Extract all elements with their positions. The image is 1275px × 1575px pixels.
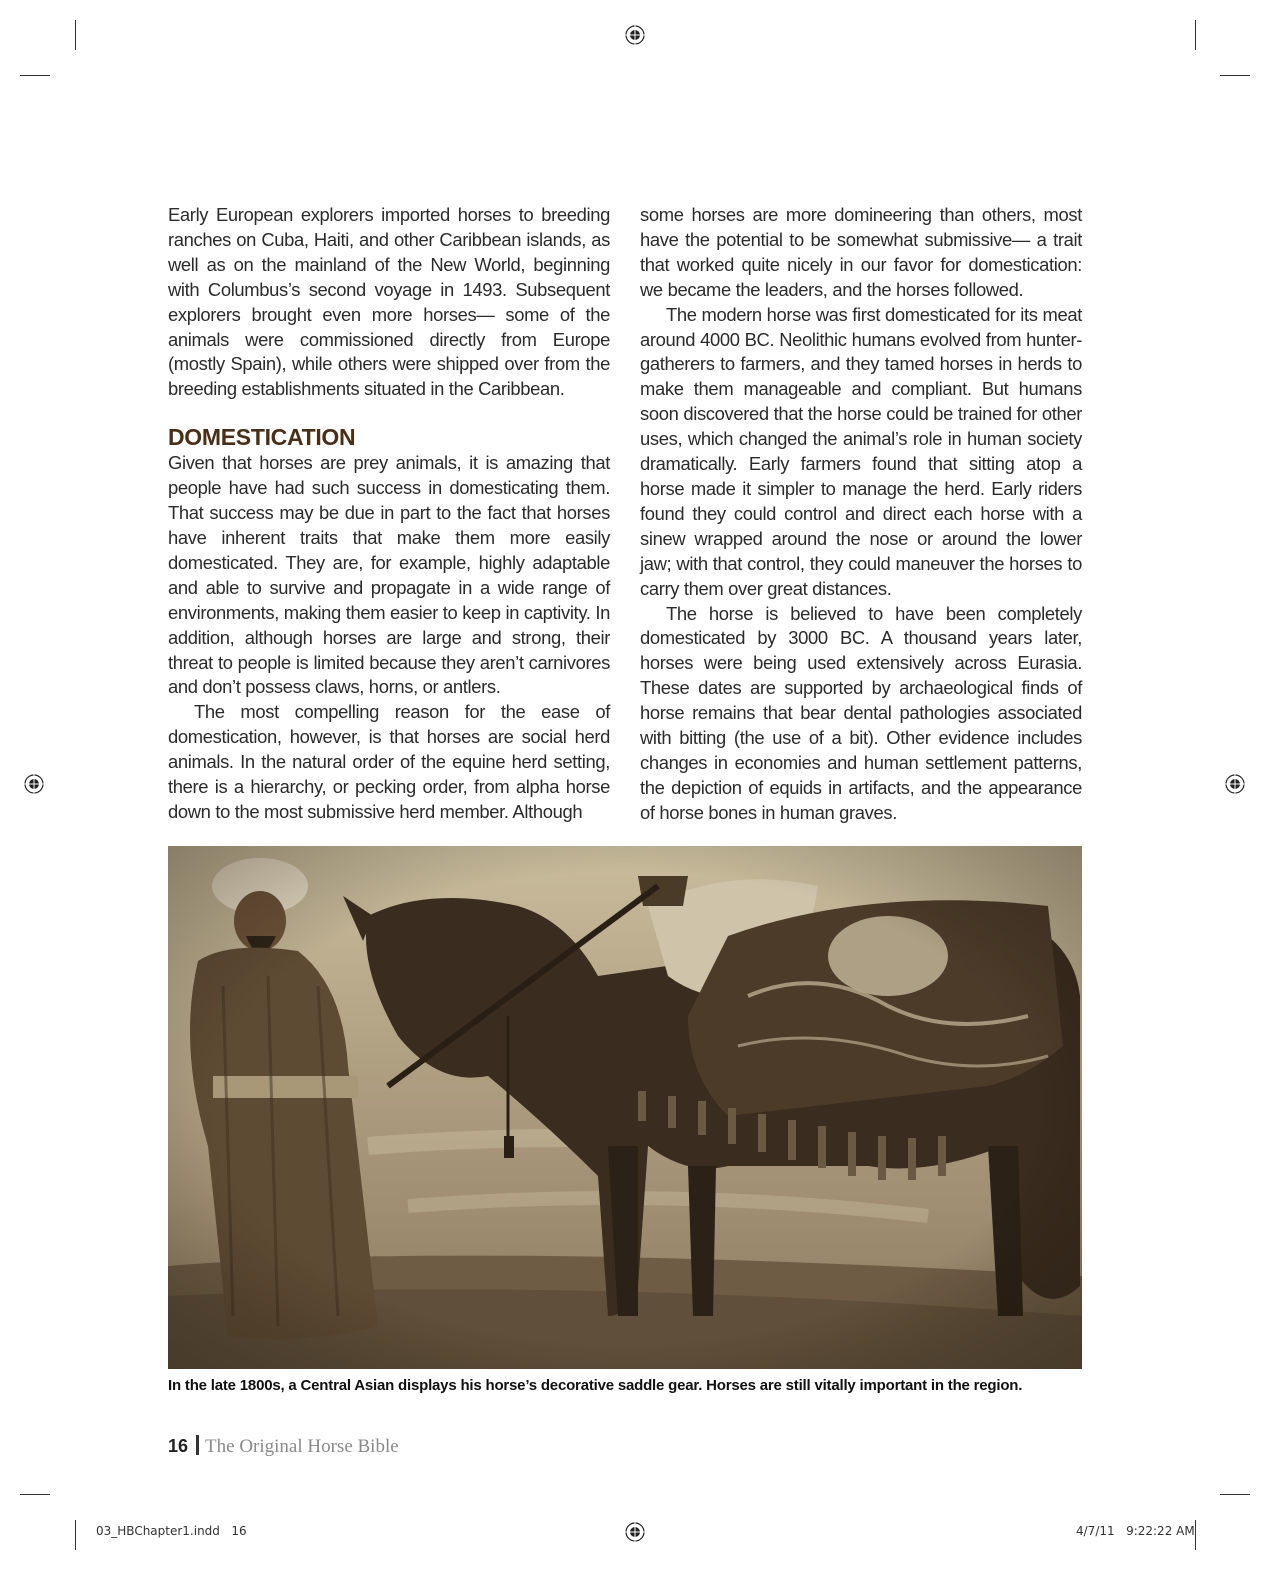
left-text-column [168,203,610,825]
page-number: 16 [168,1436,189,1456]
right-text-column [640,203,1082,826]
paragraph-prey-animals: Given that horses are prey animals, it is amazing that people have had such success in domesticating them. That success may be due in part to the fact that horses have inherent traits that make them more easily domesticated. They are, for example, highly adaptable and able to survive and propagate in a wide range of environments, making them easier to keep in captivity. In addition, although horses are large and strong, their threat to people is limited because they aren’t carnivores and don’t possess claws, horns, or antlers. [168,452,610,698]
registration-mark-left-icon [24,774,44,794]
crop-mark-bottom-left-v [75,1520,76,1550]
slug-file-info: 03_HBChapter1.indd 16 [96,1524,247,1538]
paragraph-submissive: some horses are more domineering than others, most have the potential to be somewhat submissive— a trait that worked quite nicely in our favor for domestication: we became the leaders, and the horses followed. [640,204,1082,300]
book-title: The Original Horse Bible [205,1436,399,1457]
paragraph-explorers: Early European explorers imported horses to breeding ranches on Cuba, Haiti, and other Caribbean islands, as well as on the mainland of the New World, beginning with Columbus’s second voyage in 1493. Subsequent explorers brought even more horses— some of the animals were commissioned directly from Europe (mostly Spain), while others were shipped over from the breeding establishments situated in the Caribbean. [168,204,610,400]
crop-mark-top-right-h [1220,75,1250,76]
photo-illustration [168,846,1082,1369]
page-footer [168,1435,399,1459]
historical-horse-photo [168,846,1082,1369]
registration-mark-bottom-icon [625,1522,645,1542]
slug-timestamp: 4/7/11 9:22:22 AM [1076,1524,1195,1538]
crop-mark-bottom-right-v [1195,1520,1196,1550]
registration-mark-right-icon [1225,774,1245,794]
registration-mark-top-icon [625,25,645,45]
paragraph-herd-animals: The most compelling reason for the ease of domestication, however, is that horses are social herd animals. In the natural order of the equine herd setting, there is a hierarchy, or pecking order, from alpha horse down to the most submissive herd member. Although [168,701,610,822]
paragraph-3000bc: The horse is believed to have been completely domesticated by 3000 BC. A thousand years later, horses were being used extensively across Eurasia. These dates are supported by archaeological finds of horse remains that bear dental pathologies associated with bitting (the use of a bit). Other evidence includes changes in economies and human settlement patterns, the depiction of equids in artifacts, and the appearance of horse bones in human graves. [640,602,1082,823]
crop-mark-bottom-right-h [1220,1494,1250,1495]
footer-divider [196,1435,199,1455]
section-heading-domestication: DOMESTICATION [168,424,356,451]
crop-mark-top-left-v [75,20,76,50]
crop-mark-top-right-v [1195,20,1196,50]
crop-mark-top-left-h [20,75,50,76]
paragraph-modern-horse: The modern horse was first domesticated for its meat around 4000 BC. Neolithic humans evolved from hunter-gatherers to farmers, and they tamed horses in herds to make them manageable and compliant. But humans soon discovered that the horse could be trained for other uses, which changed the animal’s role in human society dramatically. Early farmers found that sitting atop a horse made it simpler to manage the herd. Early riders found they could control and direct each horse with a sinew wrapped around the nose or around the lower jaw; with that control, they could maneuver the horses to carry them over great distances. [640,303,1082,599]
crop-mark-bottom-left-h [20,1494,50,1495]
photo-caption: In the late 1800s, a Central Asian displays his horse’s decorative saddle gear. Horses are still vitally important in the region. [168,1377,1023,1394]
